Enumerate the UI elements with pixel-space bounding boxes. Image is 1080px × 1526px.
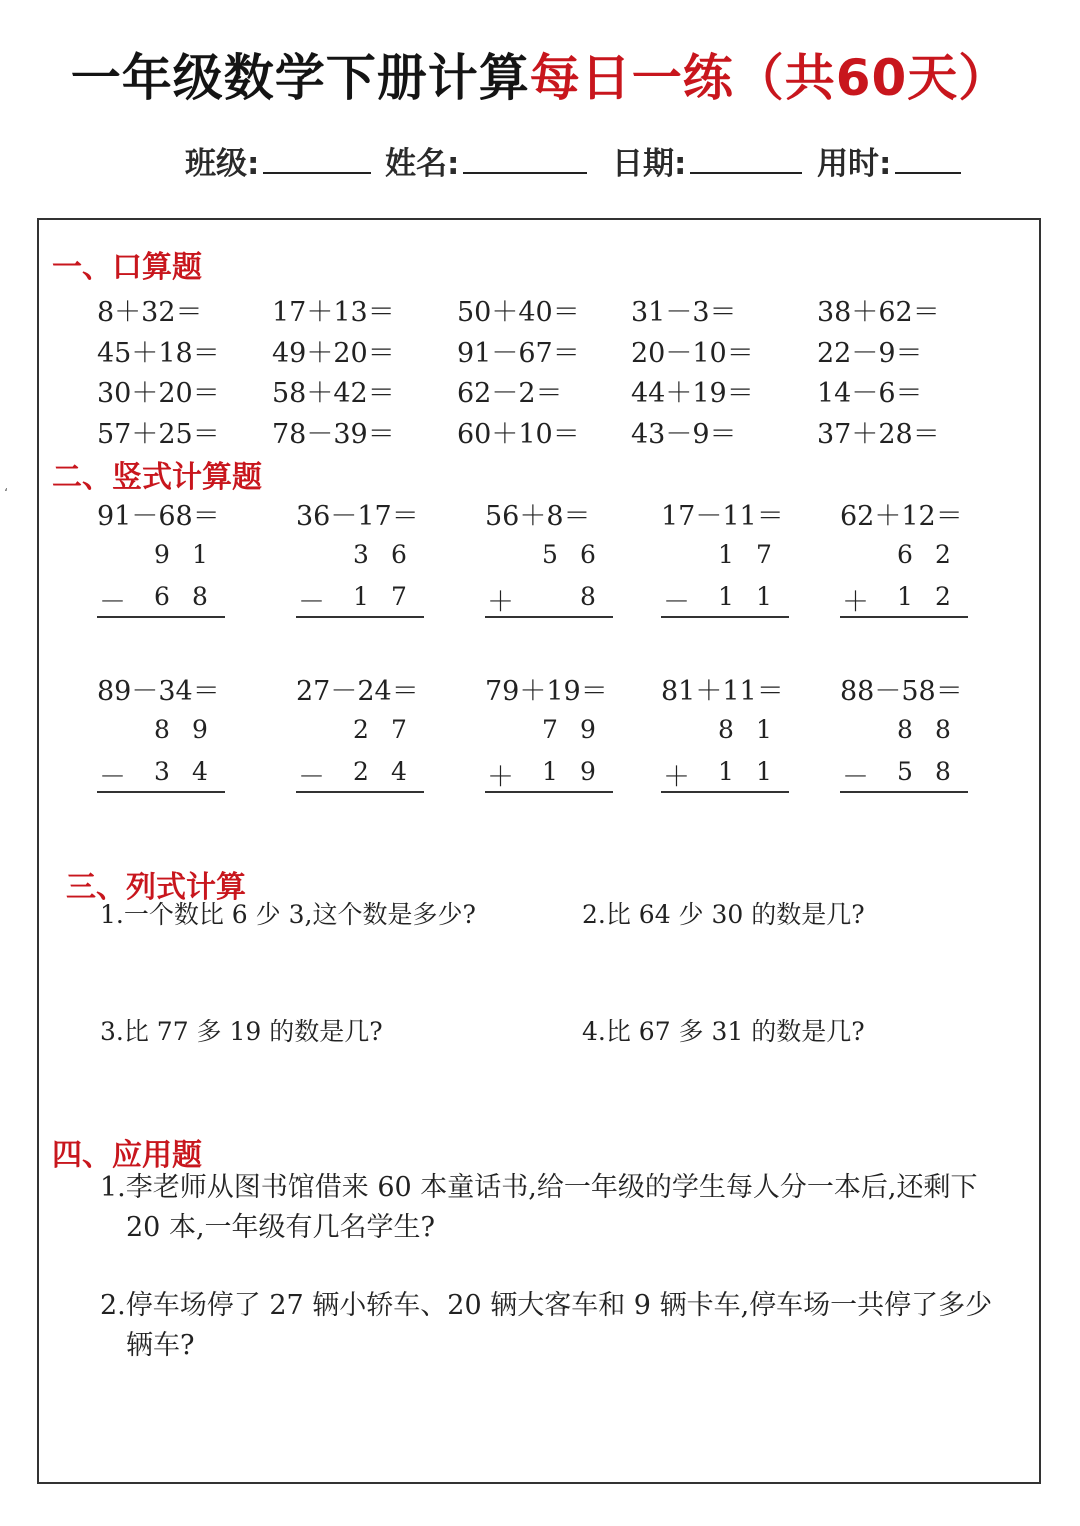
section2-heading: 二、竖式计算题 — [52, 460, 262, 495]
vertical-bottom-tens: 5 — [897, 757, 913, 786]
vertical-top-tens: 8 — [154, 715, 170, 744]
vertical-expression: 36－17＝ — [296, 501, 419, 532]
vertical-bottom-ones: 1 — [756, 757, 772, 786]
name-field[interactable] — [385, 138, 587, 183]
vertical-expression: 89－34＝ — [97, 676, 220, 707]
vertical-top-ones: 9 — [192, 715, 208, 744]
mental-math-item: 43－9＝ — [631, 419, 737, 450]
mental-math-item: 49＋20＝ — [272, 338, 395, 369]
vertical-top-ones: 2 — [935, 540, 951, 569]
vertical-top-tens: 5 — [542, 540, 558, 569]
date-label: 日期: — [612, 146, 687, 182]
vertical-operator: － — [842, 762, 869, 793]
vertical-answer-line — [840, 616, 968, 618]
vertical-top-ones: 9 — [580, 715, 596, 744]
vertical-expression: 27－24＝ — [296, 676, 419, 707]
mental-math-item: 78－39＝ — [272, 419, 395, 450]
word-equation-item: 4.比 67 多 31 的数是几? — [582, 1017, 865, 1046]
vertical-operator: － — [663, 587, 690, 618]
word-equation-item: 2.比 64 少 30 的数是几? — [582, 900, 865, 929]
vertical-bottom-tens: 1 — [353, 582, 369, 611]
vertical-bottom-ones: 4 — [192, 757, 208, 786]
vertical-bottom-tens: 1 — [897, 582, 913, 611]
vertical-operator: ＋ — [487, 587, 514, 618]
mental-math-item: 37＋28＝ — [817, 419, 940, 450]
vertical-top-ones: 7 — [391, 715, 407, 744]
vertical-top-tens: 3 — [353, 540, 369, 569]
vertical-bottom-ones: 1 — [756, 582, 772, 611]
vertical-answer-line — [485, 791, 613, 793]
mental-math-item: 60＋10＝ — [457, 419, 580, 450]
vertical-top-tens: 7 — [542, 715, 558, 744]
mental-math-item: 8＋32＝ — [97, 297, 203, 328]
vertical-expression: 79＋19＝ — [485, 676, 608, 707]
vertical-operator: ＋ — [663, 762, 690, 793]
section4-heading: 四、应用题 — [52, 1138, 202, 1173]
time-field[interactable] — [817, 138, 961, 183]
vertical-expression: 81＋11＝ — [661, 676, 784, 707]
vertical-bottom-tens: 6 — [154, 582, 170, 611]
vertical-bottom-ones: 4 — [391, 757, 407, 786]
vertical-expression: 17－11＝ — [661, 501, 784, 532]
vertical-bottom-tens: 1 — [542, 757, 558, 786]
vertical-top-tens: 9 — [154, 540, 170, 569]
vertical-bottom-tens: 2 — [353, 757, 369, 786]
vertical-operator: － — [99, 587, 126, 618]
vertical-operator: ＋ — [487, 762, 514, 793]
name-blank[interactable] — [463, 142, 587, 174]
vertical-top-tens: 2 — [353, 715, 369, 744]
vertical-answer-line — [661, 791, 789, 793]
mental-math-item: 58＋42＝ — [272, 378, 395, 409]
mental-math-item: 14－6＝ — [817, 378, 923, 409]
vertical-top-tens: 8 — [718, 715, 734, 744]
vertical-bottom-tens: 1 — [718, 757, 734, 786]
date-blank[interactable] — [690, 142, 802, 174]
vertical-top-ones: 8 — [935, 715, 951, 744]
vertical-bottom-ones: 8 — [935, 757, 951, 786]
class-field[interactable] — [185, 138, 371, 183]
mental-math-item: 22－9＝ — [817, 338, 923, 369]
vertical-answer-line — [661, 616, 789, 618]
vertical-operator: － — [298, 587, 325, 618]
vertical-operator: － — [99, 762, 126, 793]
vertical-expression: 88－58＝ — [840, 676, 963, 707]
vertical-bottom-ones: 8 — [580, 582, 596, 611]
time-label: 用时: — [817, 146, 892, 182]
word-equation-item: 3.比 77 多 19 的数是几? — [100, 1017, 383, 1046]
word-equation-item: 1.一个数比 6 少 3,这个数是多少? — [100, 900, 476, 929]
vertical-bottom-tens: 1 — [718, 582, 734, 611]
vertical-top-ones: 6 — [391, 540, 407, 569]
mental-math-item: 91－67＝ — [457, 338, 580, 369]
vertical-top-tens: 8 — [897, 715, 913, 744]
mental-math-item: 62－2＝ — [457, 378, 563, 409]
vertical-answer-line — [840, 791, 968, 793]
mental-math-item: 45＋18＝ — [97, 338, 220, 369]
vertical-bottom-ones: 9 — [580, 757, 596, 786]
class-label: 班级: — [185, 146, 260, 182]
vertical-top-ones: 7 — [756, 540, 772, 569]
mental-math-item: 50＋40＝ — [457, 297, 580, 328]
vertical-expression: 91－68＝ — [97, 501, 220, 532]
mental-math-item: 30＋20＝ — [97, 378, 220, 409]
vertical-answer-line — [296, 791, 424, 793]
mental-math-item: 17＋13＝ — [272, 297, 395, 328]
section1-heading: 一、口算题 — [52, 250, 202, 285]
application-problem: 1.李老师从图书馆借来 60 本童话书,给一年级的学生每人分一本后,还剩下 20 本,一年级有几名学生? — [100, 1172, 978, 1243]
section3-heading: 三、列式计算 — [66, 870, 246, 905]
mental-math-item: 31－3＝ — [631, 297, 737, 328]
time-blank[interactable] — [895, 142, 961, 174]
vertical-top-ones: 1 — [192, 540, 208, 569]
vertical-top-ones: 1 — [756, 715, 772, 744]
vertical-top-tens: 1 — [718, 540, 734, 569]
application-problem: 2.停车场停了 27 辆小轿车、20 辆大客车和 9 辆卡车,停车场一共停了多少辆车? — [100, 1290, 993, 1361]
vertical-answer-line — [485, 616, 613, 618]
date-field[interactable] — [612, 138, 802, 183]
vertical-answer-line — [97, 616, 225, 618]
vertical-top-ones: 6 — [580, 540, 596, 569]
vertical-bottom-ones: 8 — [192, 582, 208, 611]
vertical-operator: － — [298, 762, 325, 793]
title-highlight: 每日一练（共60天） — [529, 49, 1010, 107]
vertical-bottom-ones: 2 — [935, 582, 951, 611]
vertical-bottom-tens: 3 — [154, 757, 170, 786]
vertical-expression: 56＋8＝ — [485, 501, 591, 532]
stray-mark: ، — [4, 480, 8, 494]
mental-math-item: 44＋19＝ — [631, 378, 754, 409]
vertical-bottom-ones: 7 — [391, 582, 407, 611]
page-title — [0, 38, 1080, 110]
class-blank[interactable] — [263, 142, 371, 174]
vertical-expression: 62＋12＝ — [840, 501, 963, 532]
mental-math-item: 38＋62＝ — [817, 297, 940, 328]
name-label: 姓名: — [385, 146, 460, 182]
vertical-answer-line — [97, 791, 225, 793]
vertical-top-tens: 6 — [897, 540, 913, 569]
vertical-operator: ＋ — [842, 587, 869, 618]
mental-math-item: 20－10＝ — [631, 338, 754, 369]
mental-math-item: 57＋25＝ — [97, 419, 220, 450]
vertical-answer-line — [296, 616, 424, 618]
title-main: 一年级数学下册计算 — [70, 49, 530, 107]
